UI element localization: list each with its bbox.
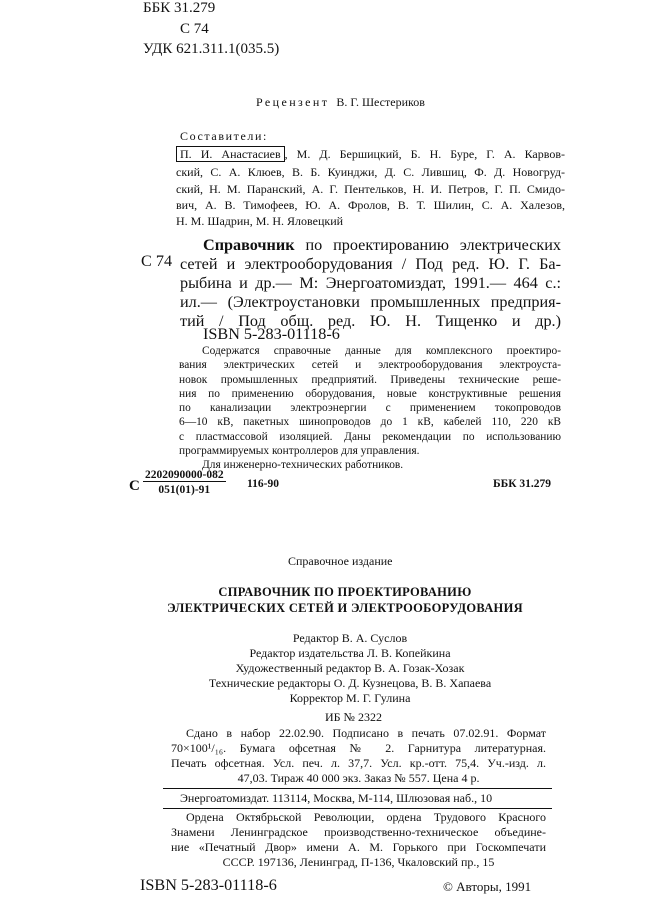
catalog-line-1 (203, 236, 561, 255)
abstract-line: ния по применению оборудования, новые конструктивные решения (179, 387, 561, 400)
compilers-line: вич, А. В. Тимофеев, Ю. А. Фролов, В. Т. Шилин, С. А. Халезов, (176, 198, 565, 212)
abstract-line: по канализации электроэнергии с применением токопроводов (179, 402, 561, 415)
title-line-1: СПРАВОЧНИК ПО ПРОЕКТИРОВАНИЮ (218, 585, 472, 599)
class-suffix: 116-90 (247, 478, 279, 490)
class-denominator: 051(01)-91 (143, 481, 226, 496)
book-title (150, 584, 540, 616)
audience-line: Для инженерно-технических работников. (202, 459, 404, 472)
footer-isbn: ISBN 5-283-01118-6 (140, 876, 277, 894)
catalog-line: тий / Под общ. ред. Ю. Н. Тищенко и др.) (180, 312, 561, 330)
udk-code: УДК 621.311.1(035.5) (143, 41, 280, 57)
compilers-line: ский, С. А. Клюев, В. Б. Куинджи, Д. С. Лившиц, Ф. Д. Новогруд- (176, 165, 565, 179)
printer-line: Ордена Октябрьской Революции, ордена Трудового Красного (186, 810, 546, 824)
abstract-line: 6—10 кВ, пакетных шинопроводов до 1 кВ, кабелей 110, 220 кВ (179, 416, 561, 429)
abstract (179, 344, 561, 473)
footer-copyright: © Авторы, 1991 (443, 879, 532, 894)
catalog-isbn: ISBN 5-283-01118-6 (203, 325, 340, 343)
printer-line: ние «Печатный Двор» имени А. М. Горького при Госкомпечати (171, 840, 546, 854)
catalog-line: рыбина и др.— М: Энергоатомиздат, 1991.— 464 с.: (180, 274, 561, 292)
printer-line: Знамени Ленинградское производственно-техническое объедине- (171, 825, 546, 839)
compilers-block (176, 146, 565, 229)
credits (150, 631, 550, 706)
compilers-label: Составители: (180, 129, 268, 143)
author-mark: С 74 (180, 21, 209, 37)
catalog-title-bold: Справочник (203, 236, 295, 254)
catalog-line: сетей и электрооборудования / Под ред. Ю. Г. Ба- (180, 255, 561, 273)
catalog-code: С 74 (141, 252, 173, 270)
first-compiler-box: П. И. Анастасиев (176, 146, 285, 162)
abstract-line: вания электрических сетей и электрооборудования электроуста- (179, 359, 561, 372)
class-numerator: 2202090000-082 (145, 469, 224, 481)
ib-number: ИБ № 2322 (325, 710, 383, 724)
divider-bottom (163, 808, 552, 809)
class-fraction (143, 469, 226, 496)
credit-line: Редактор В. А. Суслов (292, 631, 408, 645)
publisher-address: Энергоатомиздат. 113114, Москва, М-114, Шлюзовая наб., 10 (180, 791, 493, 805)
print-line: Печать офсетная. Усл. печ. л. 37,7. Усл. кр.-отт. 75,4. Уч.-изд. л. (171, 756, 546, 770)
credit-line: Корректор М. Г. Гулина (289, 691, 411, 705)
print-info (171, 726, 546, 786)
credit-line: Художественный редактор В. А. Гозак-Хозак (235, 661, 465, 675)
catalog-line: ил.— (Электроустановки промышленных предприя- (180, 293, 561, 311)
class-bbk: ББК 31.279 (493, 478, 552, 490)
credit-line: Технические редакторы О. Д. Кузнецова, В. В. Хапаева (208, 676, 492, 690)
catalog-entry (203, 236, 561, 255)
print-line: 70×100¹/₁₆. Бумага офсетная № 2. Гарнитура литературная. (171, 741, 546, 755)
compilers-line-1 (176, 146, 565, 163)
catalog-entry-body (180, 255, 561, 331)
printer-line-last: СССР. 197136, Ленинград, П-136, Чкаловский пр., 15 (222, 855, 495, 869)
title-line-2: ЭЛЕКТРИЧЕСКИХ СЕТЕЙ И ЭЛЕКТРООБОРУДОВАНИЯ (167, 601, 523, 615)
bbk-code: ББК 31.279 (143, 0, 216, 16)
abstract-line: новок промышленных предприятий. Приведены технические реше- (179, 373, 561, 386)
edition-type: Справочное издание (288, 554, 393, 568)
credit-line: Редактор издательства Л. В. Копейкина (249, 646, 451, 660)
compilers-line-1-rest: , М. Д. Бершицкий, Б. Н. Буре, Г. А. Карвов- (284, 147, 565, 161)
reviewer-line (256, 95, 425, 110)
abstract-line: программируемых контроллеров для управления. (179, 445, 420, 458)
reviewer-name: В. Г. Шестериков (336, 95, 425, 109)
compilers-line: ский, Н. М. Паранский, А. Г. Пентельков, Н. И. Петров, Г. П. Смидо- (176, 182, 565, 196)
printer-info (171, 810, 546, 870)
print-line-last: 47,03. Тираж 40 000 экз. Заказ № 557. Цена 4 р. (237, 771, 480, 785)
abstract-line: с пластмассовой изоляцией. Даны рекомендации по использованию (179, 430, 561, 443)
abstract-line: Содержатся справочные данные для комплексного проектиро- (202, 345, 561, 357)
catalog-line-1-rest: по проектированию электрических (305, 236, 562, 254)
print-line: Сдано в набор 22.02.90. Подписано в печать 07.02.91. Формат (186, 726, 546, 740)
class-prefix: С (129, 478, 140, 494)
divider-top (163, 788, 552, 789)
compilers-line: Н. М. Шадрин, М. Н. Яловецкий (176, 214, 344, 228)
reviewer-label: Рецензент (256, 95, 330, 109)
